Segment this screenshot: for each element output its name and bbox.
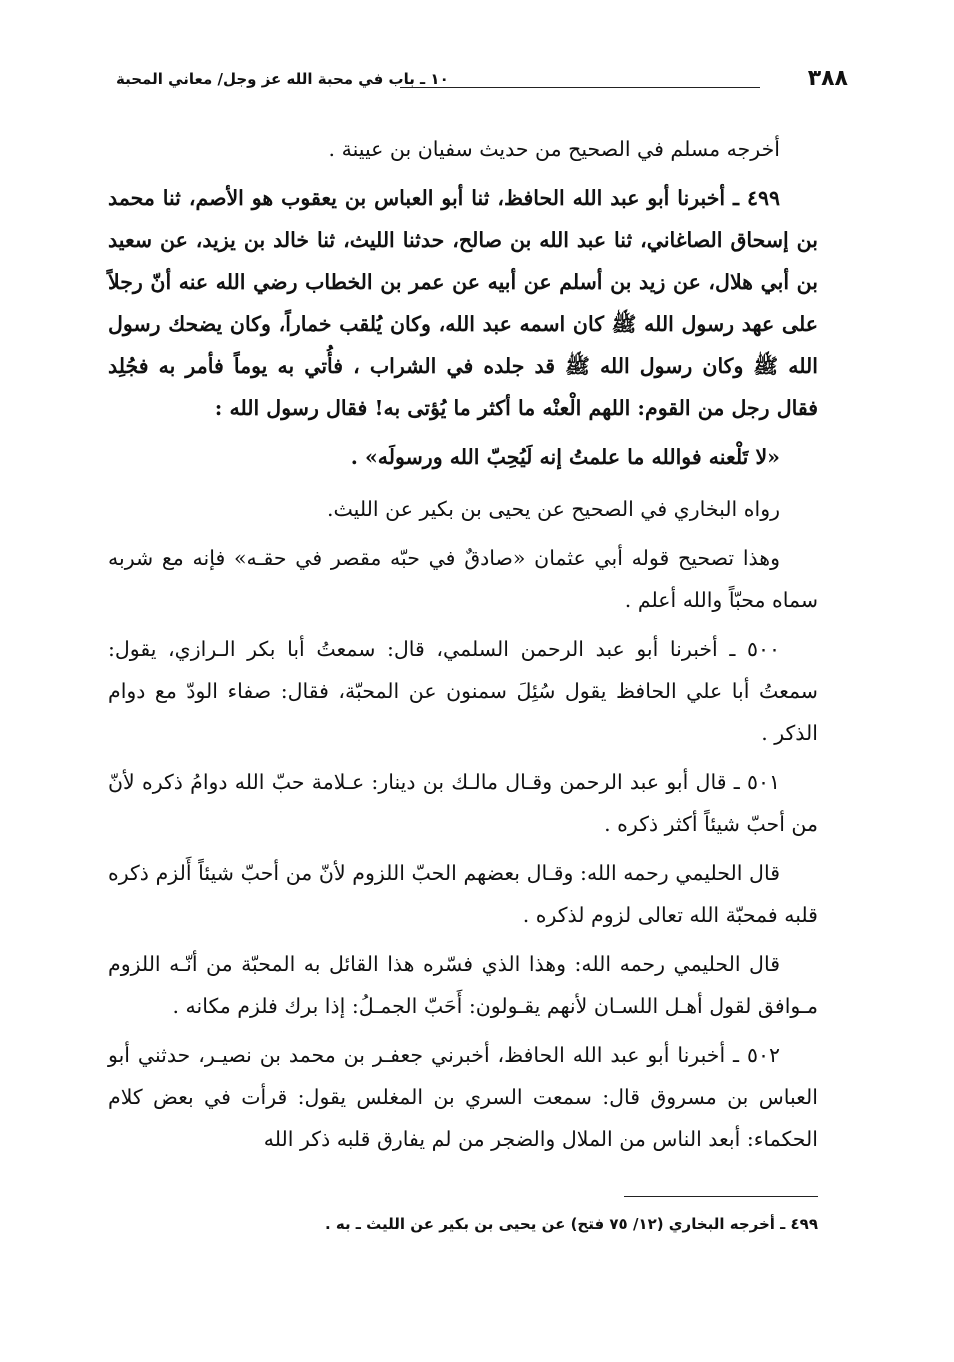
athar-501: ٥٠١ ـ قال أبو عبد الرحمن وقـال مالـك بن دينار: عـلامة حبّ الله دوامُ ذكره لأنّ من أحبّ شيئاً أكثر ذكره . (108, 770, 818, 836)
page-number: ٣٨٨ (807, 66, 848, 91)
paragraph-bukhari: رواه البخاري في الصحيح عن يحيى بن بكير عن الليث. (327, 497, 780, 521)
athar-502: ٥٠٢ ـ أخبرنا أبو عبد الله الحافظ، أخبرني جعفـر بن محمد بن نصيـر، حدثني أبو العباس بن مسروق قال: سمعت السري بن المغلس يقول: قرأت في بعض كلام الحكماء: أبعد الناس من الملال والضجر من لم يفارق قلبه ذكر الله (108, 1043, 818, 1151)
hadith-quote: «لا تَلْعنه فوالله ما علمتُ إنه لَيُحِبّ الله ورسولَه» . (350, 445, 780, 469)
footnote-rule (624, 1196, 818, 1197)
header-rule (400, 87, 760, 88)
paragraph-tashih: وهذا تصحيح قوله أبي عثمان «صادقٌ في حبّه مقصر في حقـه» فإنه مع شربه سماه محبّاً والله أعلم . (108, 546, 818, 612)
paragraph-halimi-2: قال الحليمي رحمه الله: وهذا الذي فسّره هذا القائل به المحبّة من أنّـه اللزوم مـوافق لقول أهـل اللسـان لأنهم يقـولون: أَحَبّ الجمـلُ: إذا برك فلزم مكانه . (108, 952, 818, 1018)
running-title: ١٠ ـ باب في محبة الله عز وجل/ معاني المحبة (116, 70, 449, 88)
page-header (108, 66, 848, 106)
athar-500: ٥٠٠ ـ أخبرنا أبو عبد الرحمن السلمي، قال: سمعتُ أبا بكر الـرازي، يقول: سمعتُ أبا علي الحافظ يقول سُئِلَ سمنون عن المحبّة، فقال: صفاء الودّ مع دوام الذكر . (108, 637, 818, 745)
main-text (108, 128, 818, 1167)
paragraph-takhrij: أخرجه مسلم في الصحيح من حديث سفيان بن عيينة . (328, 137, 780, 161)
paragraph-halimi-1: قال الحليمي رحمه الله: وقـال بعضهم الحبّ اللزوم لأنّ من أحبّ شيئاً أَلزم ذكره قلبه فمحبّة الله تعالى لزوم لذكره . (108, 861, 818, 927)
hadith-499: ٤٩٩ ـ أخبرنا أبو عبد الله الحافظ، ثنا أبو العباس بن يعقوب هو الأصم، ثنا محمد بن إسحاق الصاغاني، ثنا عبد الله بن صالح، حدثنا الليث، ثنا خالد بن يزيد، عن سعيد بن أبي هلال، عن زيد بن أسلم عن أبيه عن عمر بن الخطاب رضي الله عنه أنّ رجلاً على عهد رسول الله ﷺ كان اسمه عبد الله، وكان يُلقب خماراً، وكان يضحك رسول الله ﷺ وكان رسول الله ﷺ قد جلده في الشراب ، فأُتي به يوماً فأمر به فجُلِد فقال رجل من القوم: اللهم الْعنْه ما أكثر ما يُؤتى به! فقال رسول الله : (108, 186, 818, 420)
footnote: ٤٩٩ ـ أخرجه البخاري (١٢/ ٧٥ فتح) عن يحيى بن بكير عن الليث ـ به . (324, 1215, 818, 1233)
